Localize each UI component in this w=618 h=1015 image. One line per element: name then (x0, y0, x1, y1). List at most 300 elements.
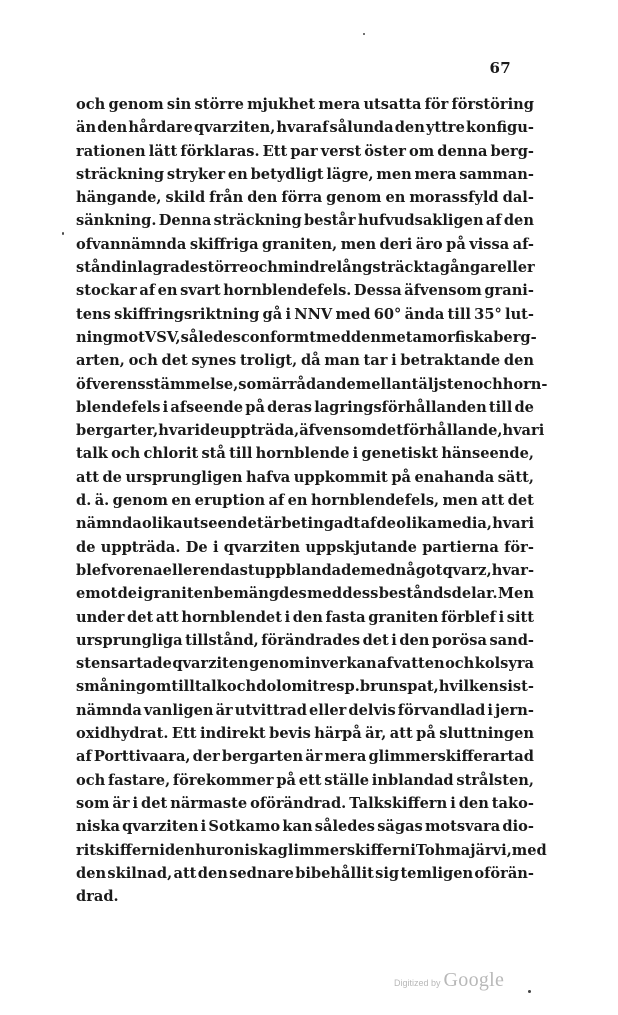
word: ofvannämnda (76, 235, 187, 253)
word: NNV (294, 305, 333, 323)
word: dio- (502, 818, 534, 836)
word: tillstånd, (185, 631, 259, 649)
word: inblandad (371, 771, 454, 789)
word: hufvudsakligen (357, 212, 484, 230)
word: ä. (94, 492, 110, 510)
word: med (307, 585, 343, 603)
word: skilnad, (107, 864, 173, 882)
word: gångar (439, 259, 498, 277)
word: tako- (491, 794, 534, 812)
word: qvarziten (122, 818, 199, 836)
word: den (164, 841, 196, 859)
word: jern- (494, 701, 534, 719)
word: rationen (76, 142, 146, 160)
word: i (159, 841, 165, 859)
word: till (447, 305, 471, 323)
word: det (141, 794, 168, 812)
word: Sotkamo (208, 818, 281, 836)
text-line (76, 629, 534, 652)
watermark-prefix: Digitized by (394, 978, 441, 988)
word: att (389, 725, 413, 743)
text-line (76, 233, 534, 256)
word: stå (201, 445, 226, 463)
word: förändrades (261, 631, 361, 649)
word: fasta (325, 608, 366, 626)
word: uppskjutande (305, 538, 417, 556)
word: öfverensstämmelse, (76, 375, 239, 393)
word: Men (497, 585, 534, 603)
word: är (112, 794, 130, 812)
word: bergarten (221, 748, 304, 766)
word: conformt (240, 328, 316, 346)
text-line (76, 769, 534, 792)
word: betydligt (250, 165, 324, 183)
word: på (391, 468, 411, 486)
word: med (360, 561, 396, 579)
word: af (76, 748, 92, 766)
word: och (76, 96, 106, 113)
word: bibehållit (295, 864, 374, 882)
word: det (376, 422, 403, 440)
text-line (76, 885, 534, 908)
word: och (473, 375, 503, 393)
word: graniten (143, 585, 214, 603)
word: bergarter, (76, 422, 159, 440)
text-line (76, 186, 534, 209)
word: närmaste (170, 794, 248, 812)
word: vatten (393, 655, 445, 673)
word: det (507, 492, 534, 510)
word: kolsyra (474, 655, 534, 673)
word: den (503, 352, 534, 370)
word: skild (165, 189, 206, 207)
word: glimmerskiffern (277, 841, 411, 859)
word: endast (200, 561, 255, 579)
body-text (76, 93, 548, 908)
word: och (248, 259, 278, 277)
word: ning (76, 328, 113, 346)
word: för (424, 96, 449, 113)
word: sträckning (213, 212, 302, 230)
text-line (76, 373, 548, 396)
word: berg- (493, 328, 537, 346)
word: något (395, 561, 443, 579)
word: utsatta (363, 96, 422, 113)
word: härpå (314, 725, 362, 743)
word: till (488, 398, 513, 416)
text-line (76, 582, 534, 605)
word: porösa (431, 631, 487, 649)
word: betraktande (400, 352, 501, 370)
text-line (76, 512, 534, 535)
word: qvarz, (442, 561, 492, 579)
word: sand- (489, 631, 534, 649)
word: horn- (502, 375, 548, 393)
text-line (76, 792, 534, 815)
word: af- (512, 235, 534, 253)
word: uppträda, (219, 422, 300, 440)
word: VSV, (144, 328, 181, 346)
word: mera (324, 748, 367, 766)
scan-speck (62, 232, 64, 235)
word: de (200, 422, 220, 440)
text-line (76, 140, 534, 163)
word: genom (249, 655, 305, 673)
word: oförändrad. (250, 794, 347, 812)
word: brunspat, (359, 678, 439, 696)
word: småningom (76, 678, 172, 696)
text-line (76, 652, 534, 675)
word: de (514, 398, 534, 416)
word: sänkning. (76, 212, 157, 230)
word: Ett (262, 142, 288, 160)
word: hafva (245, 468, 291, 486)
word: betingadt (281, 515, 361, 533)
word: afseende (170, 398, 244, 416)
word: till (229, 445, 253, 463)
word: då (300, 352, 321, 370)
word: för- (504, 538, 534, 556)
word: ställe (324, 771, 370, 789)
word: således (180, 328, 241, 346)
word: i (285, 305, 291, 323)
word: sägas (377, 818, 423, 836)
word: utseendet (182, 515, 264, 533)
word: denna (437, 142, 488, 160)
word: oförän- (474, 864, 534, 882)
word: sluttningen (439, 725, 534, 743)
word: i (391, 631, 397, 649)
word: De (185, 538, 208, 556)
word: sålunda (329, 119, 394, 137)
word: på (446, 235, 466, 253)
word: en (157, 282, 178, 300)
word: i (410, 841, 416, 859)
word: temligen (400, 864, 474, 882)
text-line (76, 256, 534, 279)
word: par (290, 142, 318, 160)
word: arten, (76, 352, 125, 370)
word: mera (318, 96, 361, 113)
word: de (376, 515, 397, 533)
word: graniten (368, 608, 439, 626)
word: i (487, 701, 493, 719)
word: i (212, 538, 219, 556)
word: är (305, 748, 323, 766)
word: den (97, 119, 128, 137)
word: hvari (492, 515, 534, 533)
scan-speck (528, 990, 531, 993)
word: det (362, 631, 389, 649)
word: att (155, 608, 179, 626)
text-line (76, 349, 534, 372)
text-line (76, 326, 537, 349)
word: media, (436, 515, 492, 533)
word: ända (404, 305, 445, 323)
word: konfigu- (465, 119, 534, 137)
word: den (394, 119, 425, 137)
word: med (335, 305, 371, 323)
word: är, (365, 725, 387, 743)
word: indirekt (199, 725, 266, 743)
word: berg- (490, 142, 534, 160)
word: Tohmajärvi, (415, 841, 512, 859)
text-line (76, 745, 534, 768)
word: äfvensom (299, 422, 377, 440)
word: de (76, 538, 96, 556)
word: förekommer (172, 771, 274, 789)
word: drad. (76, 888, 119, 906)
text-line (76, 536, 534, 559)
text-line (76, 606, 534, 629)
word: och (128, 352, 158, 370)
word: blefvo (76, 561, 126, 579)
word: hvari (502, 422, 545, 440)
word: som (76, 794, 110, 812)
word: består (303, 212, 356, 230)
word: förhållande, (402, 422, 503, 440)
word: lagringsförhållanden (314, 398, 487, 416)
word: af (377, 655, 393, 673)
word: den (76, 864, 107, 882)
word: på (276, 771, 297, 789)
word: den (197, 864, 228, 882)
word: men (376, 165, 412, 183)
word: lätt (148, 142, 178, 160)
word: men (340, 235, 377, 253)
google-logo: Google (443, 969, 505, 991)
word: således (314, 818, 375, 836)
word: inverkan (304, 655, 377, 673)
word: skiffringsriktning (114, 305, 260, 323)
text-line (76, 559, 534, 582)
digitized-by-google-watermark (394, 969, 504, 992)
word: mellan (355, 375, 412, 393)
word: i (200, 818, 207, 836)
word: uppträda. (100, 538, 181, 556)
word: hornblendefels. (223, 282, 352, 300)
word: qvarziten, (193, 119, 276, 137)
word: uppkommit (293, 468, 388, 486)
word: i (162, 398, 169, 416)
word: förklaras. (180, 142, 260, 160)
word: olika (396, 515, 437, 533)
word: Dessa (353, 282, 402, 300)
word: rena (125, 561, 163, 579)
word: om (409, 142, 435, 160)
word: skiffriga (189, 235, 259, 253)
word: eller (162, 561, 201, 579)
word: förstöring (451, 96, 534, 113)
text-line (76, 839, 547, 862)
word: större (199, 259, 249, 277)
word: talk (194, 678, 227, 696)
word: från (209, 189, 244, 207)
text-line (76, 699, 534, 722)
word: med (511, 841, 547, 859)
word: deras (267, 398, 312, 416)
word: på (416, 725, 436, 743)
word: gå (262, 305, 283, 323)
word: 35° (474, 305, 502, 323)
text-line (76, 722, 534, 745)
word: qvarziten (172, 655, 249, 673)
word: stockar (76, 282, 137, 300)
word: ursprungliga (76, 631, 183, 649)
word: det (161, 352, 188, 370)
word: ursprungligen (125, 468, 243, 486)
word: ett (298, 771, 322, 789)
word: hårdare (128, 119, 193, 137)
word: bemängdes (213, 585, 307, 603)
word: emot (76, 585, 118, 603)
word: en (287, 492, 308, 510)
word: nämnda (76, 701, 142, 719)
word: det (127, 608, 154, 626)
word: Talkskiffern (349, 794, 448, 812)
word: d. (76, 492, 92, 510)
word: hornblendefels, (310, 492, 440, 510)
text-line (76, 815, 534, 838)
word: ritskiffern (76, 841, 160, 859)
word: förvandlad (397, 701, 486, 719)
word: en (171, 492, 192, 510)
scan-speck (363, 33, 365, 35)
text-line (76, 279, 534, 302)
word: hängande, (76, 189, 162, 207)
word: är (271, 375, 289, 393)
word: sin (166, 96, 192, 113)
word: den (503, 212, 534, 230)
word: der (192, 748, 220, 766)
word: 60° (373, 305, 402, 323)
word: tar (363, 352, 388, 370)
word: hvar- (491, 561, 534, 579)
word: af (485, 212, 502, 230)
word: sträckning (76, 165, 165, 183)
word: uppblandade (254, 561, 361, 579)
word: på (245, 398, 265, 416)
text-line (76, 862, 534, 885)
text-line (76, 163, 534, 186)
word: är (263, 515, 282, 533)
word: motsvara (424, 818, 501, 836)
word: huroniska (195, 841, 278, 859)
word: äfvensom (404, 282, 482, 300)
word: hvaraf (276, 119, 329, 137)
word: niska (76, 818, 120, 836)
word: svart (180, 282, 221, 300)
text-line (76, 675, 534, 698)
word: vanligen (143, 701, 214, 719)
word: dolomit (256, 678, 320, 696)
word: hornblendet (181, 608, 282, 626)
word: verst (320, 142, 362, 160)
word: förblef (440, 608, 496, 626)
word: långsträckta (336, 259, 440, 277)
word: af (360, 515, 377, 533)
word: i (391, 352, 397, 370)
word: qvarziten (223, 538, 301, 556)
word: Denna (158, 212, 212, 230)
text-line (76, 303, 534, 326)
word: i (352, 445, 359, 463)
word: den (292, 608, 323, 626)
word: resp. (319, 678, 360, 696)
word: i (284, 608, 291, 626)
word: grani- (484, 282, 534, 300)
word: öster (364, 142, 406, 160)
word: tens (76, 305, 111, 323)
word: hvilken (438, 678, 500, 696)
word: strålsten, (456, 771, 534, 789)
word: utvittrad (234, 701, 307, 719)
word: mera (414, 165, 457, 183)
word: i (450, 794, 456, 812)
text-line (76, 489, 534, 512)
word: graniten, (262, 235, 338, 253)
word: inlagrade (121, 259, 200, 277)
word: partierna (422, 538, 499, 556)
word: eller (309, 701, 347, 719)
word: lut- (505, 305, 534, 323)
word: man (324, 352, 360, 370)
word: stånd (76, 259, 122, 277)
word: mindre (277, 259, 337, 277)
word: troligt, (239, 352, 298, 370)
word: dess (342, 585, 379, 603)
word: Ett (171, 725, 197, 743)
word: chlorit (143, 445, 199, 463)
word: täljsten (411, 375, 474, 393)
word: med (315, 328, 351, 346)
word: i (137, 585, 143, 603)
word: att (173, 864, 197, 882)
word: sednare (229, 864, 294, 882)
word: lägre, (326, 165, 374, 183)
word: Porttivaara, (93, 748, 191, 766)
word: rådande (288, 375, 356, 393)
word: de (117, 585, 138, 603)
word: enahanda (414, 468, 495, 486)
word: den (399, 631, 430, 649)
word: att (76, 468, 99, 486)
word: deri (379, 235, 413, 253)
word: de (102, 468, 122, 486)
word: under (76, 608, 125, 626)
word: i (132, 794, 139, 812)
word: talk (76, 445, 108, 463)
word: af (139, 282, 156, 300)
word: vissa (469, 235, 510, 253)
word: morassfyld (409, 189, 499, 207)
word: genetiskt (361, 445, 439, 463)
word: och (76, 771, 106, 789)
text-line (76, 93, 534, 116)
word: att (481, 492, 505, 510)
word: hvari (158, 422, 201, 440)
word: den (247, 189, 278, 207)
word: äro (415, 235, 443, 253)
word: en (227, 165, 248, 183)
word: eruption (194, 492, 266, 510)
word: är (215, 701, 233, 719)
word: oxidhydrat. (76, 725, 169, 743)
word: af (268, 492, 285, 510)
word: blendefels (76, 398, 161, 416)
word: dal- (502, 189, 534, 207)
word: beståndsdelar. (378, 585, 498, 603)
